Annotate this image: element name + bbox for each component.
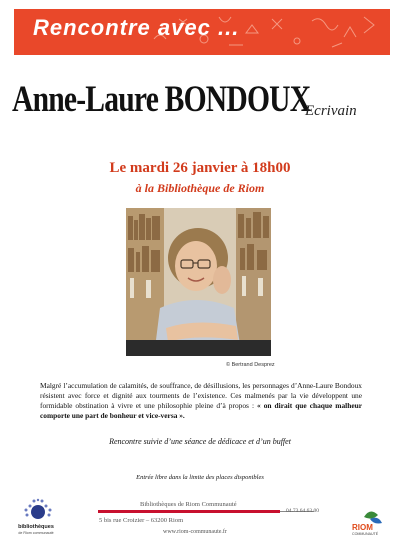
event-venue: à la Bibliothèque de Riom [135,181,265,195]
riom-logo-label: RIOM [352,523,373,532]
author-role: Ecrivain [305,103,357,119]
library-logo-label: bibliothèques [18,524,54,530]
photo-credit: © Bertrand Desprez [226,362,275,368]
footer-organization: Bibliothèques de Riom Communauté [140,501,237,508]
author-name: Anne-Laure BONDOUX [12,79,311,120]
header-banner [14,9,390,55]
library-logo-icon [8,498,68,542]
followup-note: Rencontre suivie d’une séance de dédicace et d’un buffet [109,437,291,446]
description-quote: « on dirait que chaque malheur comporte une part de bonheur et vice-versa ». [40,401,362,420]
description-paragraph [40,381,362,421]
footer-divider [98,510,280,513]
footer-phone: 04.73.64.63.00 [286,508,319,514]
description-text: Malgré l’accumulation de calamités, de souffrance, de désillusions, les personnages d’Anne-Laure Bondoux résistent avec force et dignité aux tourments de l’existence. Ces malmenés par la vie développent une formidable obstination à vivre et une philosophie pleine d’à propos : [40,381,362,410]
event-date: Le mardi 26 janvier à 18h00 [109,160,291,176]
footer-website-link[interactable]: www.riom-communaute.fr [163,529,227,535]
author-photo [126,208,271,356]
riom-logo-sublabel: COMMUNAUTÉ [352,532,379,536]
entry-note: Entrée libre dans la limite des places disponibles [136,474,264,481]
library-logo-sublabel: de Riom communauté [18,531,54,535]
banner-title: Rencontre avec ... [33,15,240,40]
footer-address: 5 bis rue Croizier – 63200 Riom [99,517,184,524]
